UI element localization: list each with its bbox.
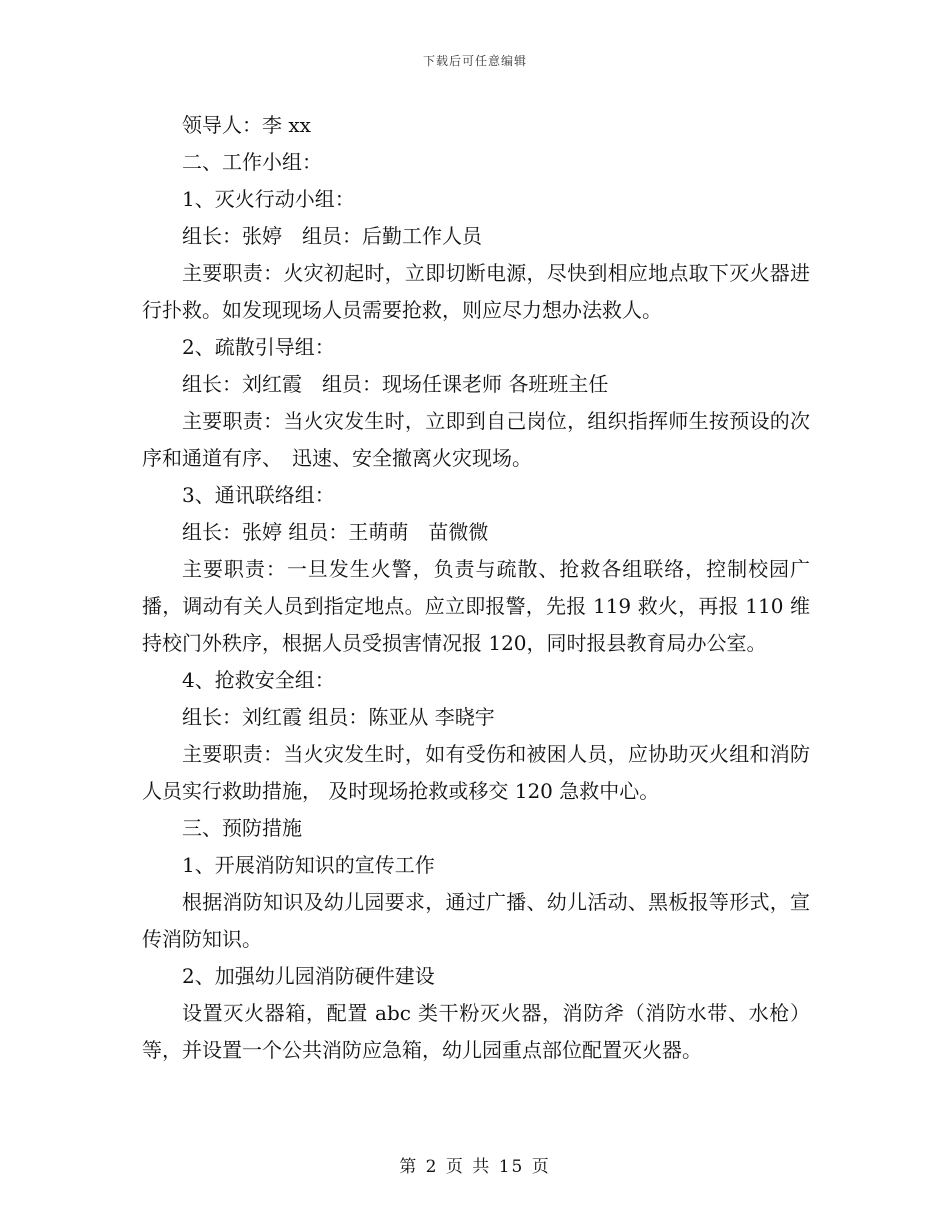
prevention-item-text-publicity: 根据消防知识及幼儿园要求，通过广播、幼儿活动、黑板报等形式，宣传消防知识。: [142, 890, 810, 951]
group-heading-firefighting: 1、灭火行动小组：: [182, 187, 355, 211]
leader-line: 领导人：李 xx: [182, 113, 311, 137]
group-members-rescue: 组长：刘红霞 组员：陈亚从 李晓宇: [182, 705, 495, 729]
section-heading-work-groups: 二、工作小组：: [182, 150, 322, 174]
document-body: [142, 107, 810, 1069]
prevention-item-heading-hardware: 2、加强幼儿园消防硬件建设: [182, 964, 435, 988]
group-members-evacuation: 组长：刘红霞 组员：现场任课老师 各班班主任: [182, 372, 609, 396]
page-number-footer: 第 2 页 共 15 页: [399, 1157, 551, 1177]
group-duties-rescue: 主要职责：当火灾发生时，如有受伤和被困人员，应协助灭火组和消防人员实行救助措施， 及时现场抢救或移交 120 急救中心。: [142, 742, 810, 803]
group-members-communication: 组长：张婷 组员：王萌萌 苗微微: [182, 520, 489, 544]
group-duties-firefighting: 主要职责：火灾初起时，立即切断电源，尽快到相应地点取下灭火器进行扑救。如发现现场人员需要抢救，则应尽力想办法救人。: [142, 261, 810, 322]
group-heading-evacuation: 2、疏散引导组：: [182, 335, 335, 359]
group-heading-rescue: 4、抢救安全组：: [182, 668, 335, 692]
group-duties-evacuation: 主要职责：当火灾发生时，立即到自己岗位，组织指挥师生按预设的次序和通道有序、 迅速、安全撤离火灾现场。: [142, 409, 810, 470]
prevention-item-text-hardware: 设置灭火器箱，配置 abc 类干粉灭火器，消防斧（消防水带、水枪）等，并设置一个公共消防应急箱，幼儿园重点部位配置灭火器。: [142, 1001, 810, 1062]
group-members-firefighting: 组长：张婷 组员：后勤工作人员: [182, 224, 482, 248]
group-heading-communication: 3、通讯联络组：: [182, 483, 335, 507]
group-duties-communication: 主要职责：一旦发生火警，负责与疏散、抢救各组联络，控制校园广播，调动有关人员到指定地点。应立即报警，先报 119 救火，再报 110 维持校门外秩序，根据人员受损害情况报 120，同时报县教育局办公室。: [142, 557, 810, 655]
prevention-item-heading-publicity: 1、开展消防知识的宣传工作: [182, 853, 435, 877]
page-header-note: 下载后可任意编辑: [422, 54, 527, 68]
section-heading-prevention: 三、预防措施: [182, 816, 302, 840]
